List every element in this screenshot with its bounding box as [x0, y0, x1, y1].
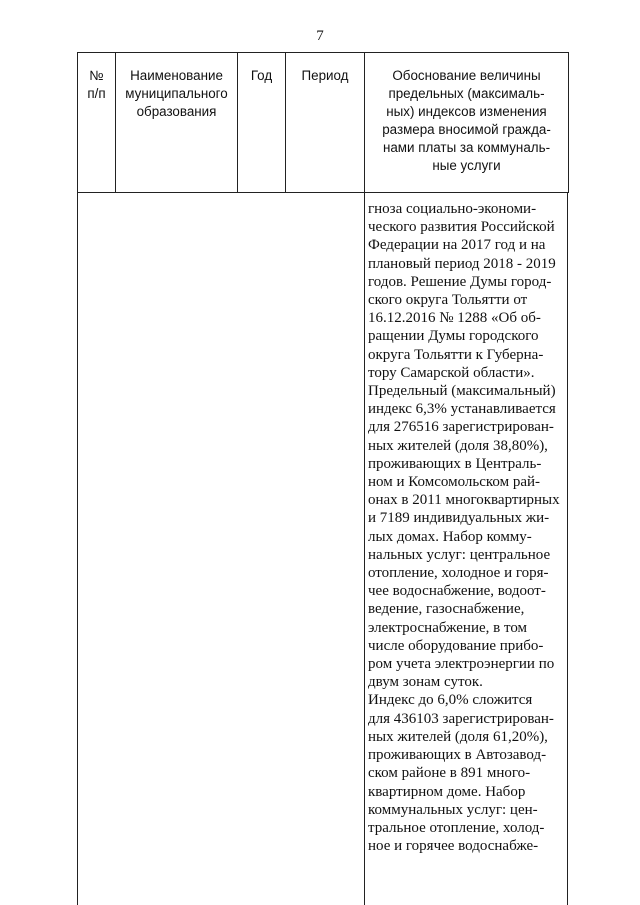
text-line: для 436103 зарегистрирован-: [368, 710, 554, 727]
text-line: тральное отопление, холод-: [368, 819, 545, 836]
text-line: и 7189 индивидуальных жи-: [368, 510, 550, 527]
header-justification-label: Обоснование величины предельных (максималь- ных) индексов изменения размера вносимой гражда- нами платы за коммуналь- ные услуги: [382, 68, 551, 173]
page-number: 7: [316, 28, 324, 44]
text-line: коммунальных услуг: цен-: [368, 801, 538, 818]
text-line: плановый период 2018 - 2019: [368, 255, 556, 272]
text-line: ных жителей (доля 61,20%),: [368, 728, 548, 745]
text-line: чее водоснабжение, водоот-: [368, 583, 546, 600]
text-line: ского округа Тольятти от: [368, 292, 528, 309]
text-line: проживающих в Централь-: [368, 455, 542, 472]
header-table: [77, 52, 569, 193]
header-cell-number: [78, 53, 116, 193]
text-line: Предельный (максимальный): [368, 383, 556, 400]
column-border-justification: [364, 192, 365, 905]
header-municipality-label: Наименование муниципального образования: [125, 68, 228, 119]
text-line: ческого развития Российской: [368, 219, 555, 236]
text-line: ведение, газоснабжение,: [368, 601, 525, 618]
text-line: ное и горячее водоснабже-: [368, 838, 539, 855]
text-line: ром учета электроэнергии по: [368, 656, 555, 673]
header-cell-justification: [365, 53, 569, 193]
text-line: для 276516 зарегистрирован-: [368, 419, 554, 436]
text-line: гноза социально-экономи-: [368, 201, 537, 217]
text-line: лых домах. Набор комму-: [368, 528, 532, 545]
text-line: отопление, холодное и горя-: [368, 565, 549, 582]
text-line: индекс 6,3% устанавливается: [368, 401, 556, 418]
header-cell-period: [286, 53, 365, 193]
text-line: двум зонам суток.: [368, 674, 483, 691]
text-line: ных жителей (доля 38,80%),: [368, 437, 548, 454]
text-line: ращении Думы городского: [368, 328, 539, 345]
text-line: Федерации на 2017 год и на: [368, 237, 546, 254]
text-line: числе оборудование прибо-: [368, 637, 544, 654]
text-line: округа Тольятти к Губерна-: [368, 346, 544, 363]
column-border-left: [77, 192, 78, 905]
justification-text: [368, 200, 568, 855]
text-line: Индекс до 6,0% сложится: [368, 692, 533, 709]
header-cell-year: [238, 53, 286, 193]
text-line: онах в 2011 многоквартирных: [368, 492, 560, 509]
header-number-label: № п/п: [87, 68, 106, 101]
header-cell-municipality: [116, 53, 238, 193]
text-line: годов. Решение Думы город-: [368, 273, 552, 290]
header-row: [78, 53, 569, 193]
header-year-label: Год: [250, 68, 273, 83]
text-line: 16.12.2016 № 1288 «Об об-: [368, 310, 541, 327]
text-line: электроснабжение, в том: [368, 619, 528, 636]
text-line: ском районе в 891 много-: [368, 765, 531, 782]
text-line: проживающих в Автозавод-: [368, 747, 547, 764]
text-line: нальных услуг: центральное: [368, 546, 551, 563]
text-line: квартирном доме. Набор: [368, 783, 526, 800]
text-line: ном и Комсомольском рай-: [368, 474, 541, 491]
header-period-label: Период: [301, 68, 349, 83]
text-line: тору Самарской области».: [368, 364, 535, 381]
